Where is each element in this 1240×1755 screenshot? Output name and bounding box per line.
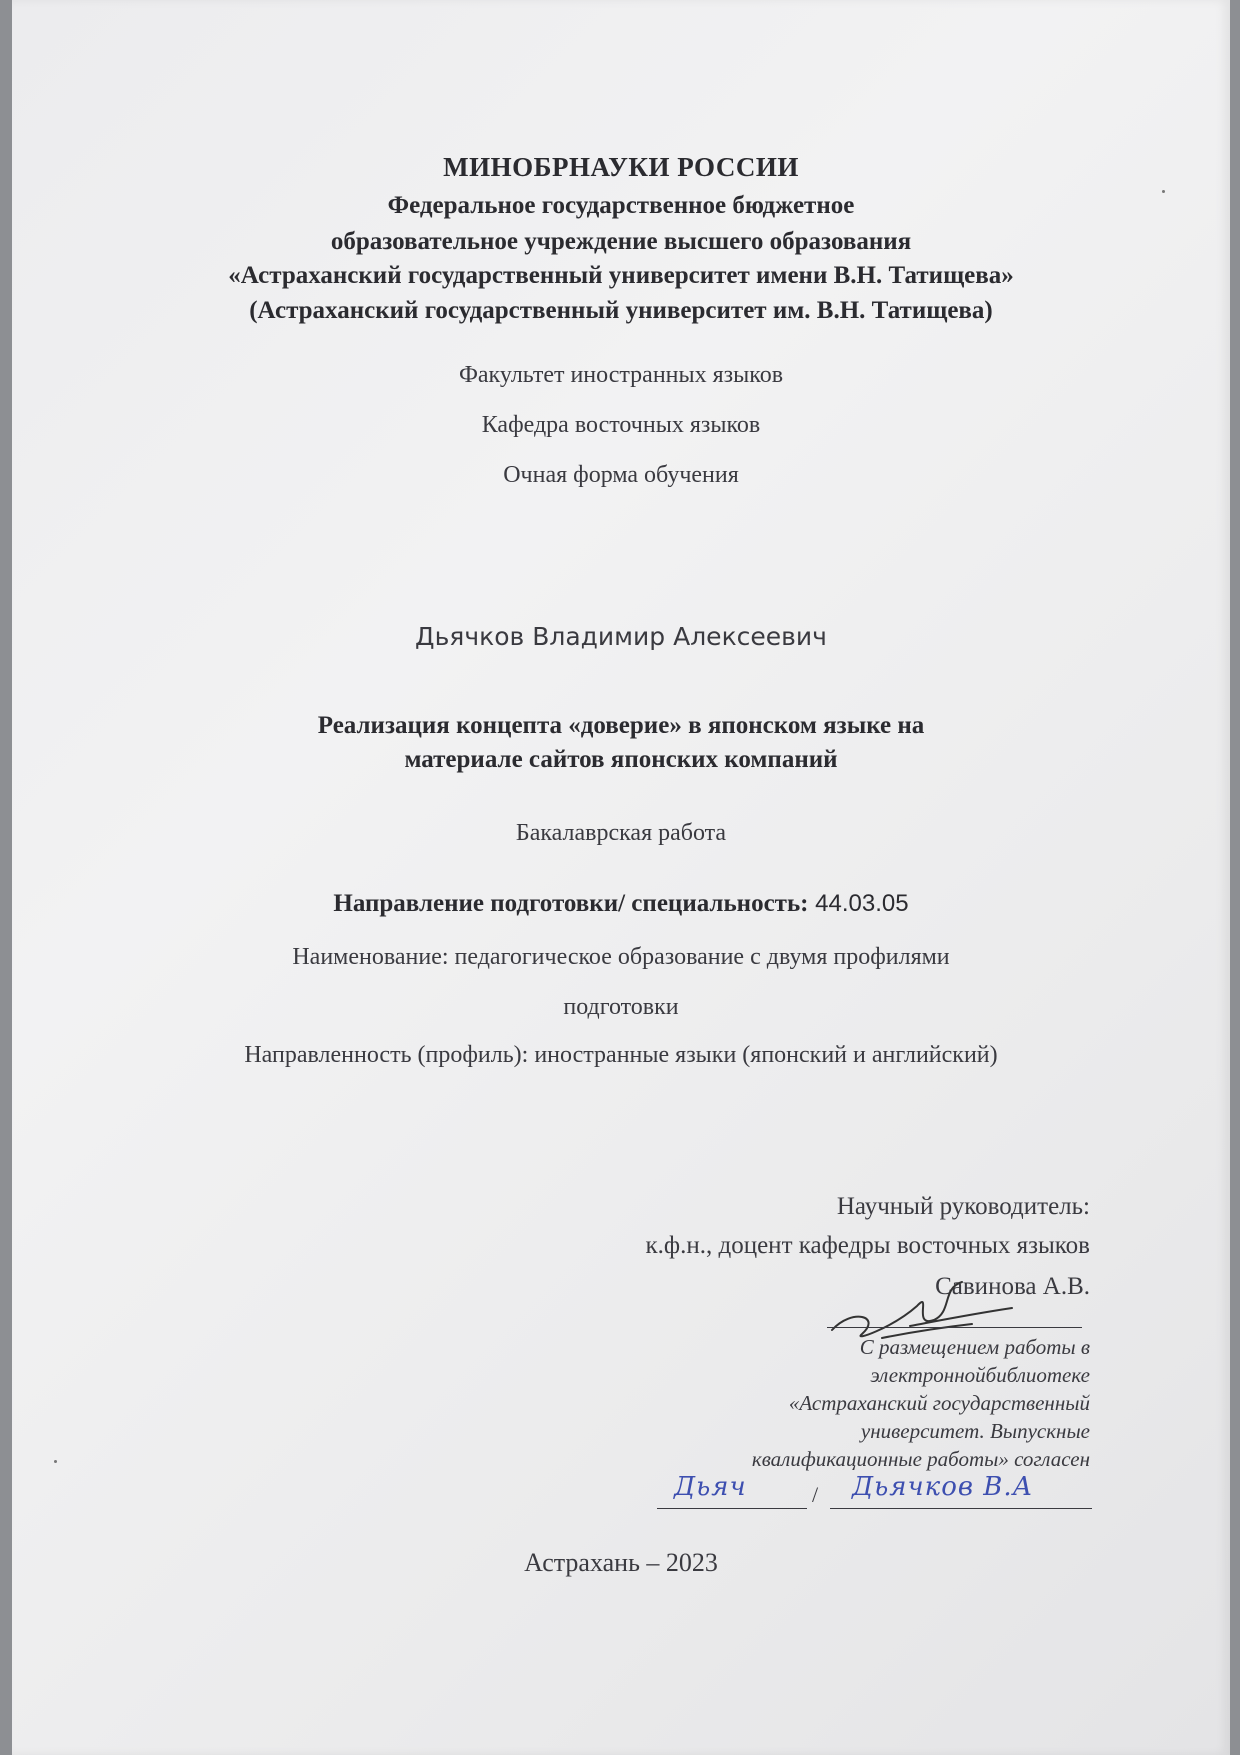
- name-blank: [830, 1508, 1092, 1509]
- consent-line-5: квалификационные работы» согласен: [751, 1447, 1090, 1471]
- separator-slash: /: [812, 1482, 819, 1507]
- city-year: Астрахань – 2023: [524, 1548, 718, 1577]
- thesis-title-line-2: материале сайтов японских компаний: [404, 746, 838, 773]
- consent-line-4: университет. Выпускные: [860, 1419, 1090, 1443]
- work-type: Бакалаврская работа: [515, 820, 727, 846]
- signature-blank: [657, 1508, 807, 1509]
- org-line-2: образовательное учреждение высшего образования: [330, 228, 912, 255]
- speck: [1162, 190, 1165, 193]
- speck: [54, 1460, 57, 1463]
- org-line-4: (Астраханский государственный университет им. В.Н. Татищева): [249, 297, 993, 324]
- consent-line-2: электроннойбиблиотеке: [870, 1363, 1090, 1387]
- author-name: Дьячков Владимир Алексеевич: [415, 622, 827, 651]
- supervisor-position: к.ф.н., доцент кафедры восточных языков: [645, 1232, 1090, 1259]
- supervisor-label: Научный руководитель:: [836, 1193, 1090, 1220]
- handwritten-name: Дьячков В.А: [852, 1472, 1034, 1502]
- direction-label: Направление подготовки/ специальность:: [333, 890, 809, 917]
- faculty: Факультет иностранных языков: [458, 362, 784, 388]
- direction-line: [12, 890, 1230, 918]
- supervisor-name: Савинова А.В.: [935, 1273, 1090, 1300]
- study-form: Очная форма обучения: [503, 462, 739, 488]
- direction-code: 44.03.05: [808, 890, 909, 917]
- program-name-line-2: подготовки: [563, 994, 679, 1020]
- org-line-3: «Астраханский государственный университет имени В.Н. Татищева»: [228, 262, 1014, 289]
- org-line-1: Федеральное государственное бюджетное: [387, 192, 855, 219]
- department: Кафедра восточных языков: [481, 412, 761, 438]
- consent-line-3: «Астраханский государственный: [788, 1391, 1090, 1415]
- consent-line-1: С размещением работы в: [859, 1335, 1090, 1359]
- program-profile: Направленность (профиль): иностранные языки (японский и английский): [244, 1042, 998, 1068]
- title-page: [12, 0, 1230, 1755]
- thesis-title-line-1: Реализация концепта «доверие» в японском языке на: [317, 712, 925, 739]
- ministry-heading: МИНОБРНАУКИ РОССИИ: [443, 152, 799, 182]
- program-name-line-1: Наименование: педагогическое образование с двумя профилями: [292, 944, 950, 970]
- consent-signature-row: [652, 1472, 1092, 1512]
- handwritten-signature: Дьяч: [674, 1472, 747, 1502]
- signature-line: [827, 1327, 1082, 1328]
